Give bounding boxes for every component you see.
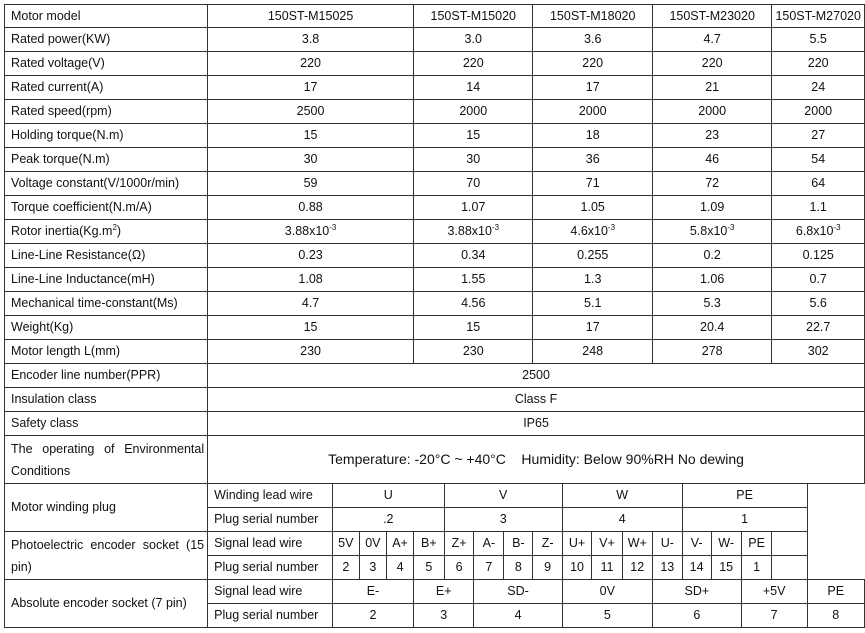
motor-model-label: Motor model — [5, 5, 208, 28]
serial-cell: 9 — [533, 556, 562, 580]
value-cell: 15 — [208, 124, 414, 148]
lead-cell: E- — [332, 580, 413, 604]
model-cell: 150ST-M27020 — [772, 5, 865, 28]
value-cell: 5.1 — [533, 292, 652, 316]
row-label: Mechanical time-constant(Ms) — [5, 292, 208, 316]
lead-cell: V+ — [592, 532, 622, 556]
lead-cell: +5V — [741, 580, 807, 604]
value-cell: 30 — [208, 148, 414, 172]
value-cell: 54 — [772, 148, 865, 172]
model-cell: 150ST-M15020 — [414, 5, 533, 28]
serial-cell: 6 — [652, 604, 741, 628]
value-cell: 64 — [772, 172, 865, 196]
value-cell: 220 — [652, 52, 771, 76]
row-label: Encoder line number(PPR) — [5, 364, 208, 388]
value-cell: 1.1 — [772, 196, 865, 220]
table-row — [5, 172, 865, 196]
row-label: Weight(Kg) — [5, 316, 208, 340]
blank-cell — [772, 532, 807, 556]
value-cell: 1.05 — [533, 196, 652, 220]
value-cell: 0.2 — [652, 244, 771, 268]
environment-row — [5, 436, 865, 484]
table-row — [5, 292, 865, 316]
value-cell: 23 — [652, 124, 771, 148]
value-cell: 15 — [208, 316, 414, 340]
row-label: Rotor $inertia(Kg.m^2)$ — [5, 220, 208, 244]
serial-cell: 8 — [807, 604, 864, 628]
encoder-line-row — [5, 364, 865, 388]
value-cell: 5.5 — [772, 28, 865, 52]
lead-cell: 0V — [359, 532, 386, 556]
value-cell: 1.08 — [208, 268, 414, 292]
value-cell: 15 — [414, 316, 533, 340]
value-cell: 59 — [208, 172, 414, 196]
serial-cell: 11 — [592, 556, 622, 580]
table-row — [5, 148, 865, 172]
lead-cell: W+ — [622, 532, 652, 556]
value-cell: 3.0 — [414, 28, 533, 52]
abs-lead-row — [5, 580, 865, 604]
row-label: Insulation class — [5, 388, 208, 412]
row-label: Line-Line Inductance(mH) — [5, 268, 208, 292]
lead-cell: E+ — [414, 580, 474, 604]
serial-cell: 6 — [444, 556, 474, 580]
value-cell: Class F — [208, 388, 865, 412]
value-cell: 1.09 — [652, 196, 771, 220]
header-row — [5, 5, 865, 28]
winding-lead-row — [5, 484, 865, 508]
lead-cell: 0V — [562, 580, 652, 604]
table-row — [5, 52, 865, 76]
row-label: Line-Line Resistance(Ω) — [5, 244, 208, 268]
model-cell: 150ST-M18020 — [533, 5, 652, 28]
spec-table — [4, 4, 865, 628]
serial-cell: 2 — [332, 556, 359, 580]
lead-cell: Z+ — [444, 532, 474, 556]
value-cell: 17 — [533, 76, 652, 100]
row-label: Torque coefficient(N.m/A) — [5, 196, 208, 220]
lead-cell: A- — [474, 532, 504, 556]
serial-cell: 3 — [414, 604, 474, 628]
row-label: Holding torque(N.m) — [5, 124, 208, 148]
lead-cell: U- — [652, 532, 682, 556]
value-cell: $5.8x10^{-3}$ — [652, 220, 771, 244]
value-cell: 22.7 — [772, 316, 865, 340]
value-cell: 3.6 — [533, 28, 652, 52]
serial-cell: 4 — [387, 556, 414, 580]
lead-cell: W- — [711, 532, 741, 556]
value-cell: 71 — [533, 172, 652, 196]
blank-cell — [772, 556, 807, 580]
value-cell: 14 — [414, 76, 533, 100]
lead-cell: B+ — [414, 532, 445, 556]
row-label: Safety class — [5, 412, 208, 436]
value-cell: 2000 — [533, 100, 652, 124]
value-cell: IP65 — [208, 412, 865, 436]
serial-cell: 8 — [504, 556, 533, 580]
table-row — [5, 124, 865, 148]
row-label: Absolute encoder socket (7 pin) — [5, 580, 208, 628]
value-cell: 0.255 — [533, 244, 652, 268]
value-cell: 230 — [208, 340, 414, 364]
sub-label: Plug serial number — [208, 508, 333, 532]
lead-cell: B- — [504, 532, 533, 556]
row-label: The operating of Environmental Conditions — [5, 436, 208, 484]
sub-label: Winding lead wire — [208, 484, 333, 508]
table-row — [5, 244, 865, 268]
table-row — [5, 76, 865, 100]
value-cell: 1.55 — [414, 268, 533, 292]
value-cell: 0.125 — [772, 244, 865, 268]
value-cell: 230 — [414, 340, 533, 364]
value-cell: 248 — [533, 340, 652, 364]
row-label: Peak torque(N.m) — [5, 148, 208, 172]
serial-cell: 2 — [332, 604, 413, 628]
value-cell: 70 — [414, 172, 533, 196]
value-cell: $4.6x10^{-3}$ — [533, 220, 652, 244]
serial-cell: 3 — [359, 556, 386, 580]
insulation-row — [5, 388, 865, 412]
lead-cell: SD- — [474, 580, 562, 604]
row-label: Voltage constant(V/1000r/min) — [5, 172, 208, 196]
table-row — [5, 100, 865, 124]
lead-cell: Z- — [533, 532, 562, 556]
lead-cell: U+ — [562, 532, 592, 556]
value-cell: $6.8x10^{-3}$ — [772, 220, 865, 244]
serial-cell: .2 — [332, 508, 444, 532]
value-cell: 0.34 — [414, 244, 533, 268]
row-label: Rated voltage(V) — [5, 52, 208, 76]
value-cell: 2500 — [208, 100, 414, 124]
serial-cell: 4 — [562, 508, 682, 532]
serial-cell: 4 — [474, 604, 562, 628]
serial-cell: 1 — [741, 556, 772, 580]
lead-cell: U — [332, 484, 444, 508]
lead-cell: 5V — [332, 532, 359, 556]
serial-cell: 5 — [562, 604, 652, 628]
safety-row — [5, 412, 865, 436]
row-label: Motor length L(mm) — [5, 340, 208, 364]
serial-cell: 7 — [741, 604, 807, 628]
serial-cell: 14 — [682, 556, 711, 580]
table-row — [5, 316, 865, 340]
value-cell: 4.7 — [208, 292, 414, 316]
value-cell: 30 — [414, 148, 533, 172]
serial-cell: 7 — [474, 556, 504, 580]
lead-cell: V- — [682, 532, 711, 556]
model-cell: 150ST-M15025 — [208, 5, 414, 28]
sub-label: Signal lead wire — [208, 532, 333, 556]
sub-label: Plug serial number — [208, 556, 333, 580]
value-cell: 24 — [772, 76, 865, 100]
value-cell: 0.88 — [208, 196, 414, 220]
sub-label: Signal lead wire — [208, 580, 333, 604]
value-cell: 0.7 — [772, 268, 865, 292]
value-cell: 1.3 — [533, 268, 652, 292]
value-cell: 46 — [652, 148, 771, 172]
value-cell: 5.3 — [652, 292, 771, 316]
row-label: Rated speed(rpm) — [5, 100, 208, 124]
serial-cell: 10 — [562, 556, 592, 580]
serial-cell: 12 — [622, 556, 652, 580]
value-cell: 278 — [652, 340, 771, 364]
lead-cell: PE — [807, 580, 864, 604]
value-cell: 4.56 — [414, 292, 533, 316]
serial-cell: 13 — [652, 556, 682, 580]
value-cell: 3.8 — [208, 28, 414, 52]
row-label: Rated power(KW) — [5, 28, 208, 52]
value-cell: 220 — [414, 52, 533, 76]
value-cell: 0.23 — [208, 244, 414, 268]
lead-cell: SD+ — [652, 580, 741, 604]
value-cell: 302 — [772, 340, 865, 364]
serial-cell: 15 — [711, 556, 741, 580]
serial-cell: 5 — [414, 556, 445, 580]
lead-cell: V — [444, 484, 562, 508]
lead-cell: PE — [741, 532, 772, 556]
serial-cell: 3 — [444, 508, 562, 532]
value-cell: 220 — [533, 52, 652, 76]
row-label: Photoelectric encoder socket (15 pin) — [5, 532, 208, 580]
lead-cell: PE — [682, 484, 807, 508]
value-cell: 2000 — [652, 100, 771, 124]
table-row — [5, 196, 865, 220]
value-cell: 5.6 — [772, 292, 865, 316]
value-cell: 15 — [414, 124, 533, 148]
value-cell: 36 — [533, 148, 652, 172]
row-label: Motor winding plug — [5, 484, 208, 532]
table-row — [5, 340, 865, 364]
value-cell: 1.07 — [414, 196, 533, 220]
value-cell: 220 — [772, 52, 865, 76]
lead-cell: A+ — [387, 532, 414, 556]
table-row — [5, 28, 865, 52]
lead-cell: W — [562, 484, 682, 508]
sub-label: Plug serial number — [208, 604, 333, 628]
value-cell: 72 — [652, 172, 771, 196]
value-cell: 2000 — [772, 100, 865, 124]
value-cell: 17 — [208, 76, 414, 100]
value-cell: 18 — [533, 124, 652, 148]
value-cell: $3.88x10^{-3}$ — [414, 220, 533, 244]
value-cell: 20.4 — [652, 316, 771, 340]
model-cell: 150ST-M23020 — [652, 5, 771, 28]
value-cell: 1.06 — [652, 268, 771, 292]
row-label: Rated current(A) — [5, 76, 208, 100]
value-cell: $3.88x10^{-3}$ — [208, 220, 414, 244]
value-cell: 2000 — [414, 100, 533, 124]
value-cell: 17 — [533, 316, 652, 340]
value-cell: 220 — [208, 52, 414, 76]
value-cell: 2500 — [208, 364, 865, 388]
value-cell: Temperature: -20°C ~ +40°C Humidity: Below 90%RH No dewing — [208, 436, 865, 484]
photo-lead-row — [5, 532, 865, 556]
value-cell: 4.7 — [652, 28, 771, 52]
inertia-row — [5, 220, 865, 244]
value-cell: 27 — [772, 124, 865, 148]
serial-cell: 1 — [682, 508, 807, 532]
table-row — [5, 268, 865, 292]
value-cell: 21 — [652, 76, 771, 100]
